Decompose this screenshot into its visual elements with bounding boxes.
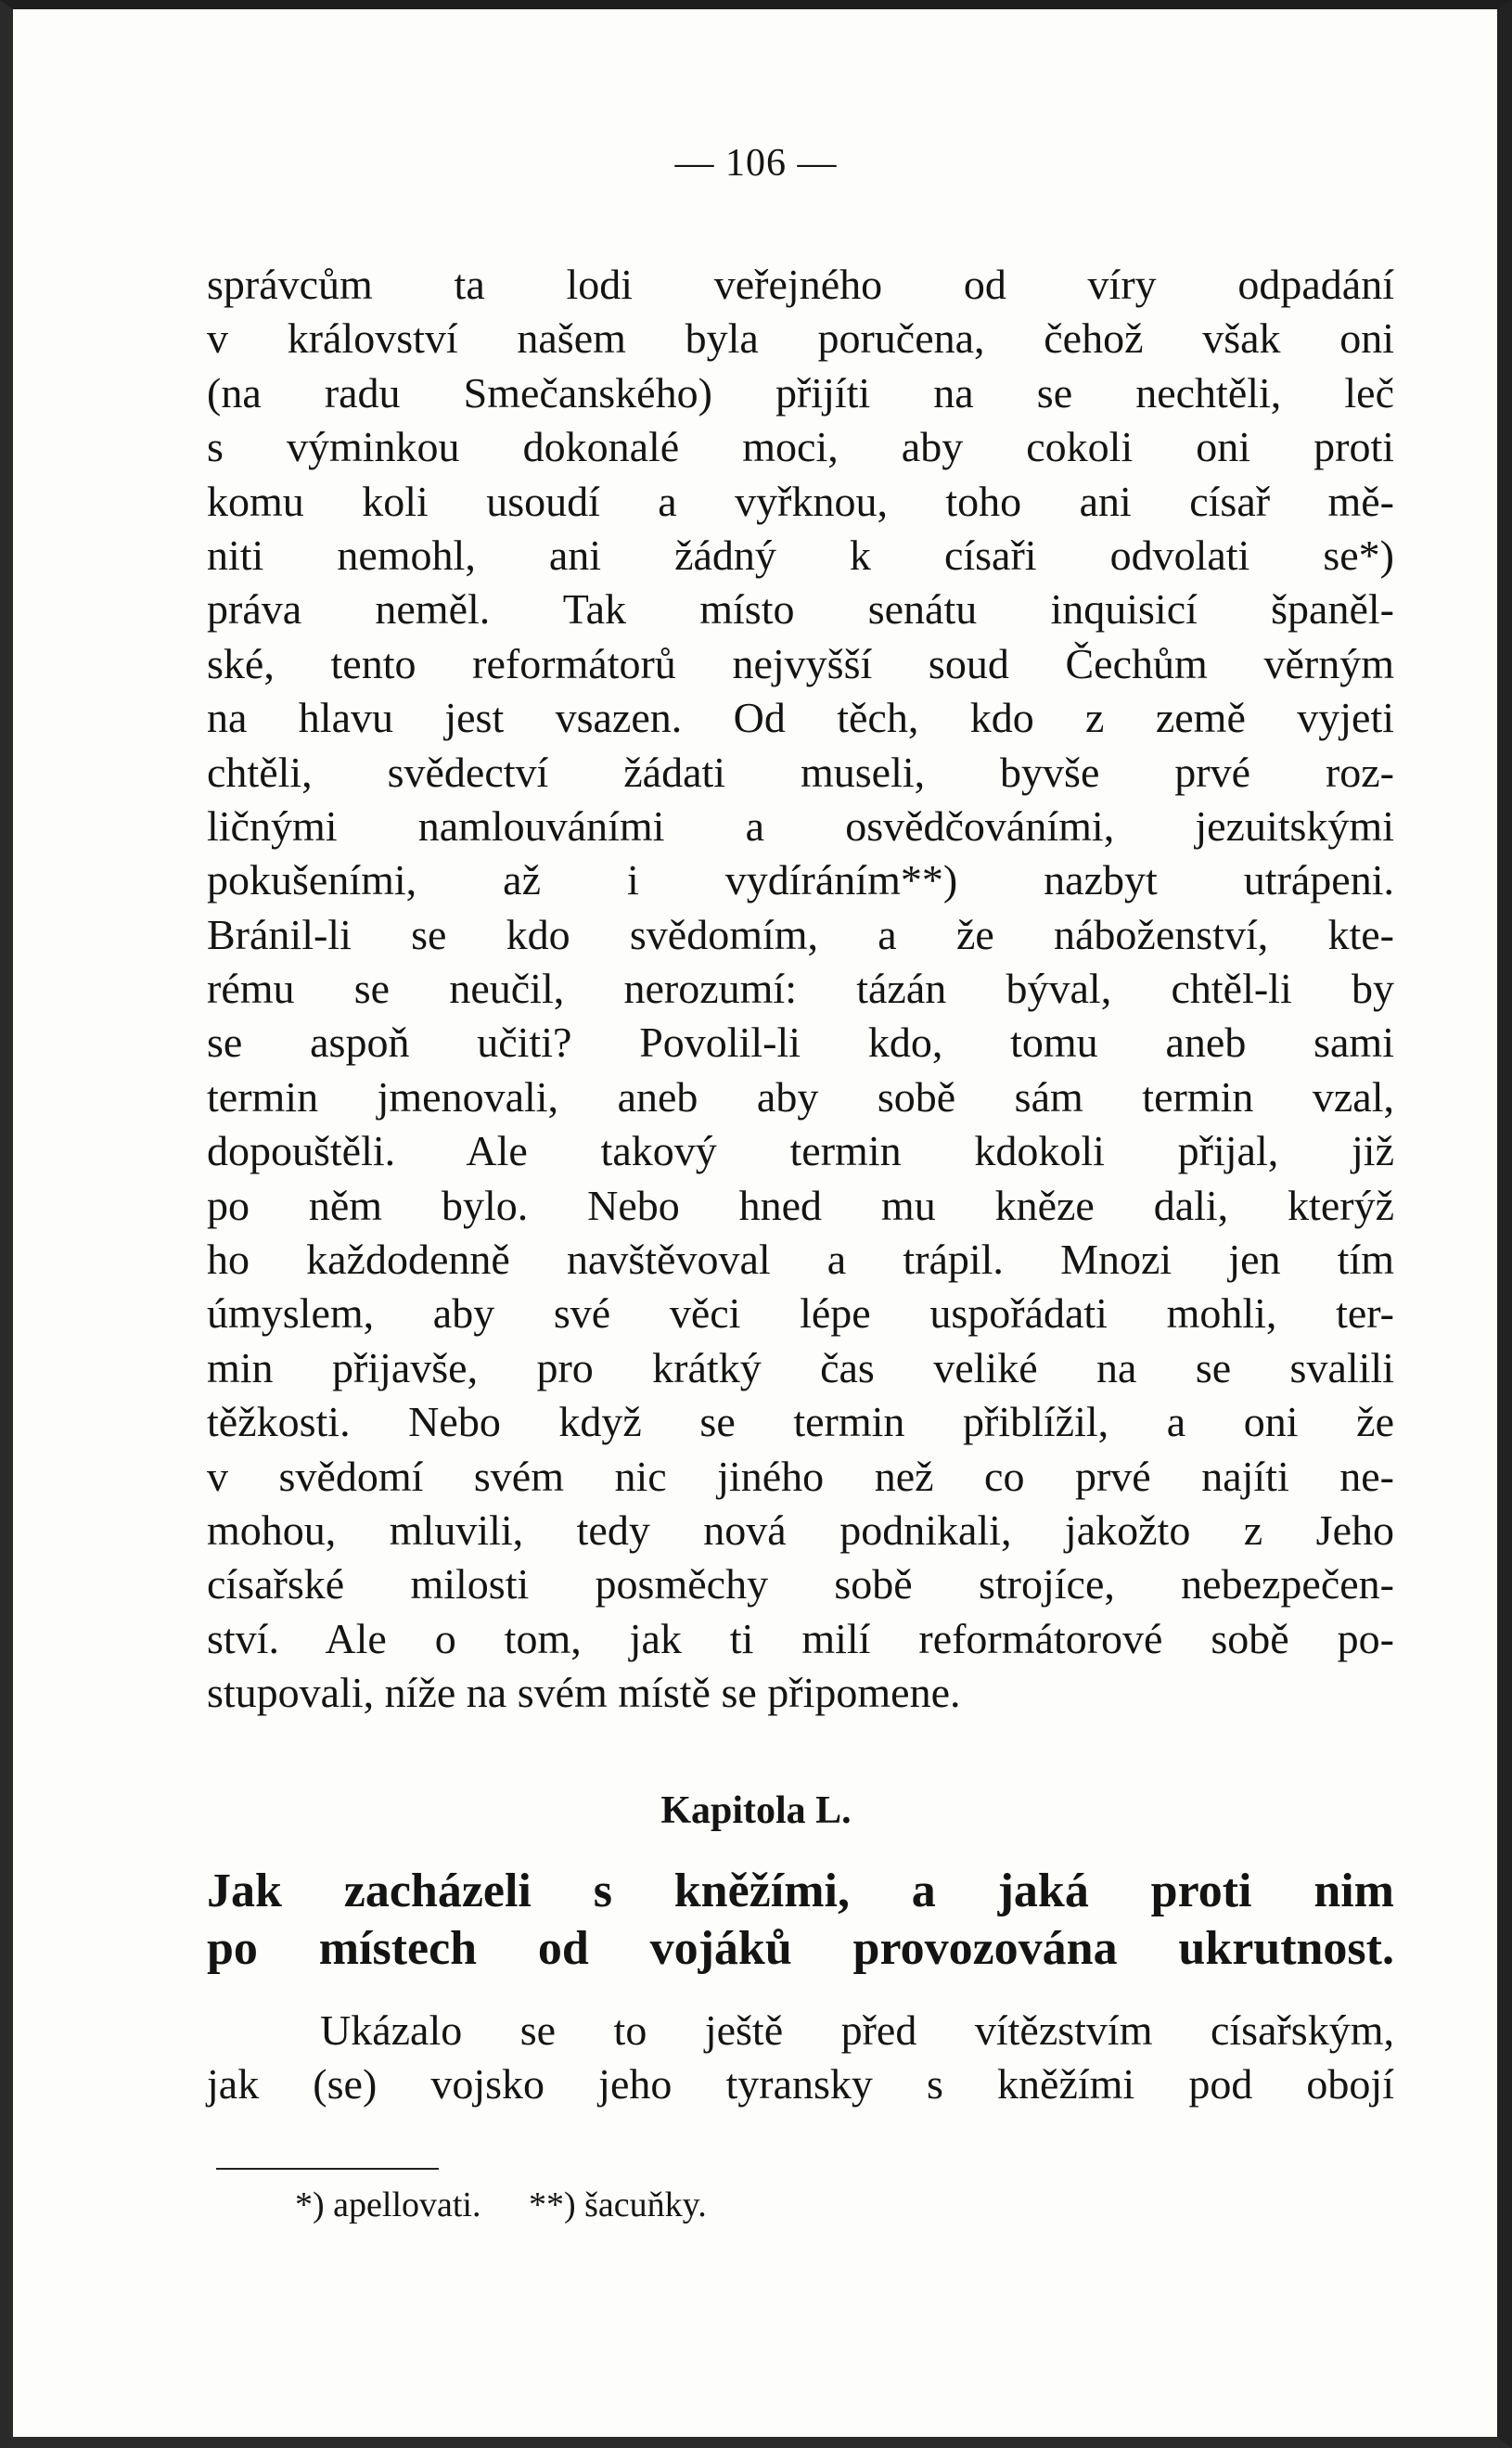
chapter-title-line: po místech od vojáků provozována ukrutnost.: [207, 1922, 1394, 1975]
body-text: [207, 258, 1394, 1721]
text-line: komu koli usoudí a vyřknou, toho ani císař mě-: [207, 477, 1394, 525]
text-line: v království našem byla poručena, čehož však oni: [207, 314, 1394, 363]
footnote-divider: [216, 2168, 439, 2170]
text-line: Bránil-li se kdo svědomím, a že náboženství, kte-: [207, 910, 1394, 958]
text-line: na hlavu jest vsazen. Od těch, kdo z země vyjeti: [207, 694, 1394, 742]
footnote: *) apellovati.: [295, 2185, 481, 2224]
text-line: ské, tento reformátorů nejvyšší soud Čechům věrným: [207, 639, 1394, 687]
text-line: úmyslem, aby své věci lépe uspořádati mohli, ter-: [207, 1289, 1394, 1338]
text-line: pokušeními, až i vydíráním**) nazbyt utrápeni.: [207, 856, 1394, 904]
footnotes: [295, 2185, 707, 2225]
text-line: min přijavše, pro krátký čas veliké na se svalili: [207, 1343, 1394, 1391]
text-line: termin jmenovali, aneb aby sobě sám termin vzal,: [207, 1072, 1394, 1121]
text-line: se aspoň učiti? Povolil-li kdo, tomu aneb sami: [207, 1019, 1394, 1067]
text-line: chtěli, svědectví žádati museli, byvše prvé roz-: [207, 748, 1394, 796]
text-line: rému se neučil, nerozumí: tázán býval, chtěl-li by: [207, 965, 1394, 1013]
text-line: těžkosti. Nebo když se termin přiblížil, a oni že: [207, 1398, 1394, 1446]
text-line: císařské milosti posměchy sobě strojíce, nebezpečen-: [207, 1560, 1394, 1609]
text-line: správcům ta lodi veřejného od víry odpadání: [207, 261, 1394, 308]
text-line: ství. Ale o tom, jak ti milí reformátorové sobě po-: [207, 1614, 1394, 1662]
chapter-title-line: Jak zacházeli s kněžími, a jaká proti nim: [207, 1865, 1394, 1917]
text-line: ho každodenně navštěvoval a trápil. Mnozi jen tím: [207, 1236, 1394, 1284]
text-line: ličnými namlouváními a osvědčováními, jezuitskými: [207, 801, 1394, 850]
text-line: v svědomí svém nic jiného než co prvé najíti ne-: [207, 1452, 1394, 1500]
text-line: práva neměl. Tak místo senátu inquisicí španěl-: [207, 585, 1394, 634]
text-line: (na radu Smečanského) přijíti na se nechtěli, leč: [207, 368, 1394, 417]
chapter-opening-paragraph: [207, 2004, 1394, 2112]
footnote: **) šacuňky.: [528, 2185, 707, 2224]
text-line: Ukázalo se to ještě před vítězstvím císařským,: [320, 2006, 1394, 2054]
chapter-label: Kapitola L.: [660, 1789, 852, 1832]
page-number: — 106 —: [674, 142, 838, 185]
text-line: po něm bylo. Nebo hned mu kněze dali, kterýž: [207, 1181, 1394, 1229]
text-line: s výminkou dokonalé moci, aby cokoli oni proti: [207, 423, 1394, 471]
text-line: mohou, mluvili, tedy nová podnikali, jakožto z Jeho: [207, 1506, 1394, 1554]
text-line: dopouštěli. Ale takový termin kdokoli přijal, již: [207, 1127, 1394, 1175]
text-line: niti nemohl, ani žádný k císaři odvolati se*): [207, 531, 1394, 579]
text-line: stupovali, níže na svém místě se připomene.: [207, 1669, 961, 1717]
chapter-title: [207, 1863, 1394, 1978]
text-line: jak (se) vojsko jeho tyransky s kněžími pod obojí: [207, 2060, 1394, 2108]
